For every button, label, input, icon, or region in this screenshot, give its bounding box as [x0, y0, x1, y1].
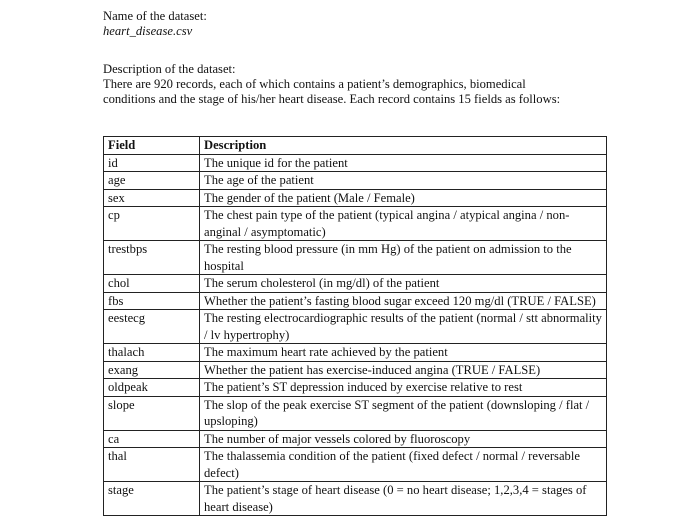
field-description-cell: The resting electrocardiographic results of the patient (normal / stt abnormality / lv hypertrophy)	[200, 310, 607, 344]
field-name-cell: thal	[104, 448, 200, 482]
field-description-cell: The gender of the patient (Male / Female)	[200, 189, 607, 207]
dataset-name-label: Name of the dataset:	[103, 9, 207, 23]
field-name-cell: exang	[104, 361, 200, 379]
field-name-cell: age	[104, 172, 200, 190]
field-name-cell: thalach	[104, 344, 200, 362]
field-name-cell: chol	[104, 275, 200, 293]
description-label: Description of the dataset:	[103, 62, 236, 76]
field-name-cell: fbs	[104, 292, 200, 310]
table-row	[104, 154, 607, 172]
field-description-cell: The resting blood pressure (in mm Hg) of the patient on admission to the hospital	[200, 241, 607, 275]
field-description-cell: The maximum heart rate achieved by the patient	[200, 344, 607, 362]
table-row	[104, 207, 607, 241]
table-row	[104, 361, 607, 379]
dataset-file-name: heart_disease.csv	[103, 24, 193, 38]
field-name-cell: stage	[104, 482, 200, 516]
table-header-row	[104, 137, 607, 155]
field-name-cell: trestbps	[104, 241, 200, 275]
field-name-cell: ca	[104, 430, 200, 448]
table-row	[104, 241, 607, 275]
field-name-cell: oldpeak	[104, 379, 200, 397]
field-description-cell: The serum cholesterol (in mg/dl) of the patient	[200, 275, 607, 293]
field-description-cell: Whether the patient has exercise-induced angina (TRUE / FALSE)	[200, 361, 607, 379]
field-name-cell: id	[104, 154, 200, 172]
table-row	[104, 292, 607, 310]
field-description-cell: The chest pain type of the patient (typical angina / atypical angina / non-anginal / asymptomatic)	[200, 207, 607, 241]
table-row	[104, 310, 607, 344]
field-description-cell: The number of major vessels colored by fluoroscopy	[200, 430, 607, 448]
field-description-cell: The patient’s ST depression induced by exercise relative to rest	[200, 379, 607, 397]
field-name-cell: cp	[104, 207, 200, 241]
field-description-cell: The patient’s stage of heart disease (0 = no heart disease; 1,2,3,4 = stages of heart disease)	[200, 482, 607, 516]
table-row	[104, 344, 607, 362]
table-row	[104, 396, 607, 430]
table-row	[104, 275, 607, 293]
description-text: There are 920 records, each of which contains a patient’s demographics, biomedical conditions and the stage of his/her heart disease. Each record contains 15 fields as follows:	[103, 77, 561, 106]
field-description-cell: The thalassemia condition of the patient (fixed defect / normal / reversable defect)	[200, 448, 607, 482]
field-description-cell: The slop of the peak exercise ST segment of the patient (downsloping / flat / upsloping)	[200, 396, 607, 430]
table-row	[104, 448, 607, 482]
header-field: Field	[104, 137, 200, 155]
table-row	[104, 379, 607, 397]
field-description-cell: The age of the patient	[200, 172, 607, 190]
table-body	[104, 154, 607, 516]
field-description-cell: The unique id for the patient	[200, 154, 607, 172]
document-body	[103, 9, 603, 107]
field-name-cell: sex	[104, 189, 200, 207]
fields-table	[103, 136, 607, 516]
table-row	[104, 482, 607, 516]
field-description-cell: Whether the patient’s fasting blood sugar exceed 120 mg/dl (TRUE / FALSE)	[200, 292, 607, 310]
table-row	[104, 172, 607, 190]
field-name-cell: slope	[104, 396, 200, 430]
table-row	[104, 430, 607, 448]
header-description: Description	[200, 137, 607, 155]
field-name-cell: eestecg	[104, 310, 200, 344]
table-row	[104, 189, 607, 207]
